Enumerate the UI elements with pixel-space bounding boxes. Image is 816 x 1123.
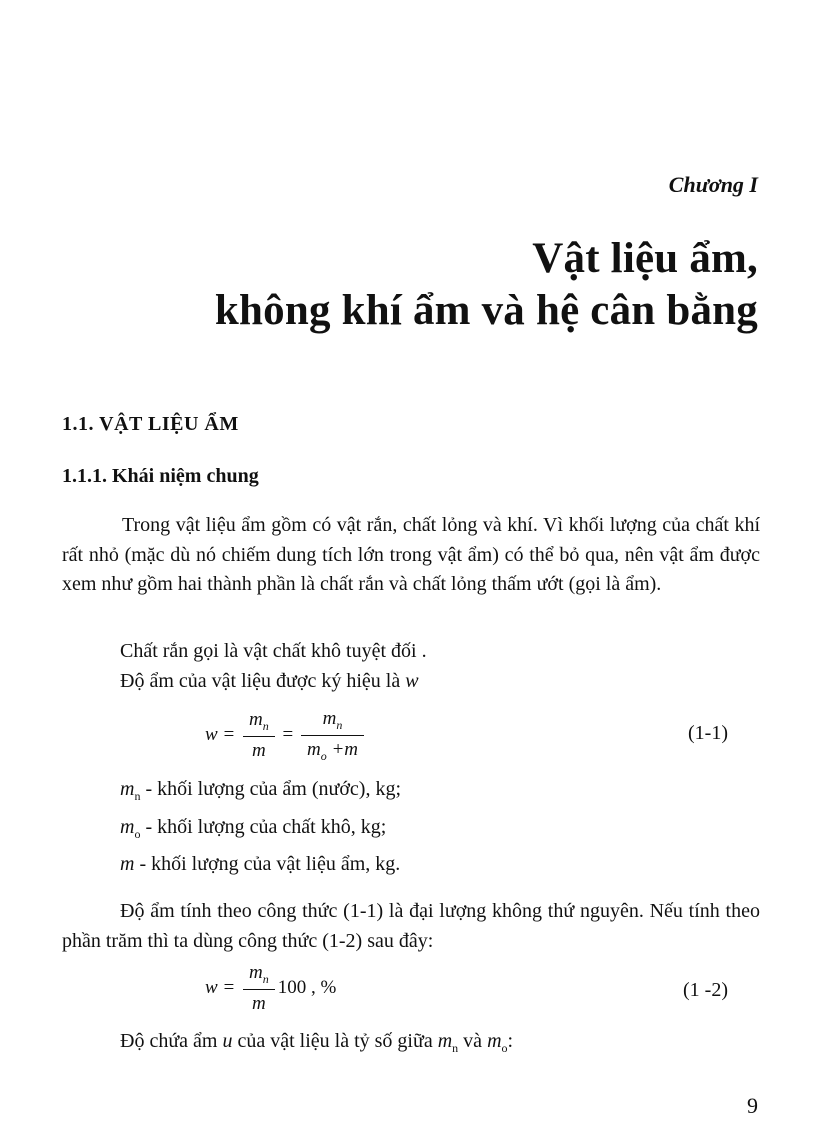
subsection-heading: 1.1.1. Khái niệm chung <box>62 465 259 487</box>
definition-mo-var: m <box>120 816 135 838</box>
percent-paragraph: Độ ẩm tính theo công thức (1-1) là đại lượng không thứ nguyên. Nếu tính theo phần trăm thì ta dùng công thức (1-2) sau đây: <box>62 900 760 952</box>
moisture-content-symbol: u <box>222 1030 233 1052</box>
equation-1-1-number: (1-1) <box>688 722 728 744</box>
definition-mn: $m_n$ - khối lượng của ẩm (nước), kg; <box>120 778 401 803</box>
humidity-symbol: w <box>405 670 419 692</box>
eq1-frac1-numerator: $m_n$ <box>243 709 275 737</box>
definition-m <box>120 853 400 876</box>
eq1-frac1-denominator: m <box>252 740 266 762</box>
definition-mo-text: - khối lượng của chất khô, kg; <box>145 816 387 838</box>
chapter-title-line-2: không khí ẩm và hệ cân bằng <box>214 287 758 334</box>
definition-mn-var: m <box>120 778 135 800</box>
eq1-lhs: w = <box>205 724 236 746</box>
moisture-content-line: Độ chứa ẩm u của vật liệu là tỷ số giữa $m_n$ và $m_o$: <box>120 1030 514 1055</box>
definition-mo: $m_o$ - khối lượng của chất khô, kg; <box>120 816 387 841</box>
chapter-label: Chương I <box>668 172 758 197</box>
definition-mn-text: - khối lượng của ẩm (nước), kg; <box>145 778 401 800</box>
eq2-numerator: $m_n$ <box>243 962 275 990</box>
page-number: 9 <box>747 1093 758 1118</box>
chapter-title-line-1: Vật liệu ẩm, <box>532 235 758 282</box>
intro-paragraph: Trong vật liệu ẩm gồm có vật rắn, chất lỏng và khí. Vì khối lượng của chất khí rất nhỏ (mặc dù nó chiếm dung tích lớn trong vật ẩm) có thể bỏ qua, nên vật ẩm được xem như gồm hai thành phần là chất rắn và chất lỏng thấm ướt (gọi là ẩm). <box>62 514 760 595</box>
equation-1-2-number: (1 -2) <box>683 979 728 1001</box>
eq2-denominator: m <box>252 992 266 1014</box>
equation-1-2 <box>205 962 336 1015</box>
eq1-frac2-denominator: $m_o +m$ <box>306 738 358 763</box>
eq2-lhs: w = <box>205 976 236 998</box>
eq1-fraction-2 <box>301 708 364 764</box>
definition-m-text: - khối lượng của vật liệu ẩm, kg. <box>139 853 401 875</box>
equation-1-1 <box>205 708 367 764</box>
humidity-intro-text: Độ ẩm của vật liệu được ký hiệu là <box>120 670 401 692</box>
eq1-frac2-numerator: $m_n$ <box>301 708 364 736</box>
definition-m-var: m <box>120 853 135 875</box>
solid-definition-line: Chất rắn gọi là vật chất khô tuyệt đối . <box>120 640 427 662</box>
eq2-rest: 100 , % <box>277 976 337 998</box>
eq1-equals: = <box>282 724 294 746</box>
eq1-fraction-1 <box>243 709 275 762</box>
eq2-fraction <box>243 962 275 1015</box>
humidity-intro-line <box>120 670 419 693</box>
section-heading: 1.1. VẬT LIỆU ẨM <box>62 413 239 435</box>
